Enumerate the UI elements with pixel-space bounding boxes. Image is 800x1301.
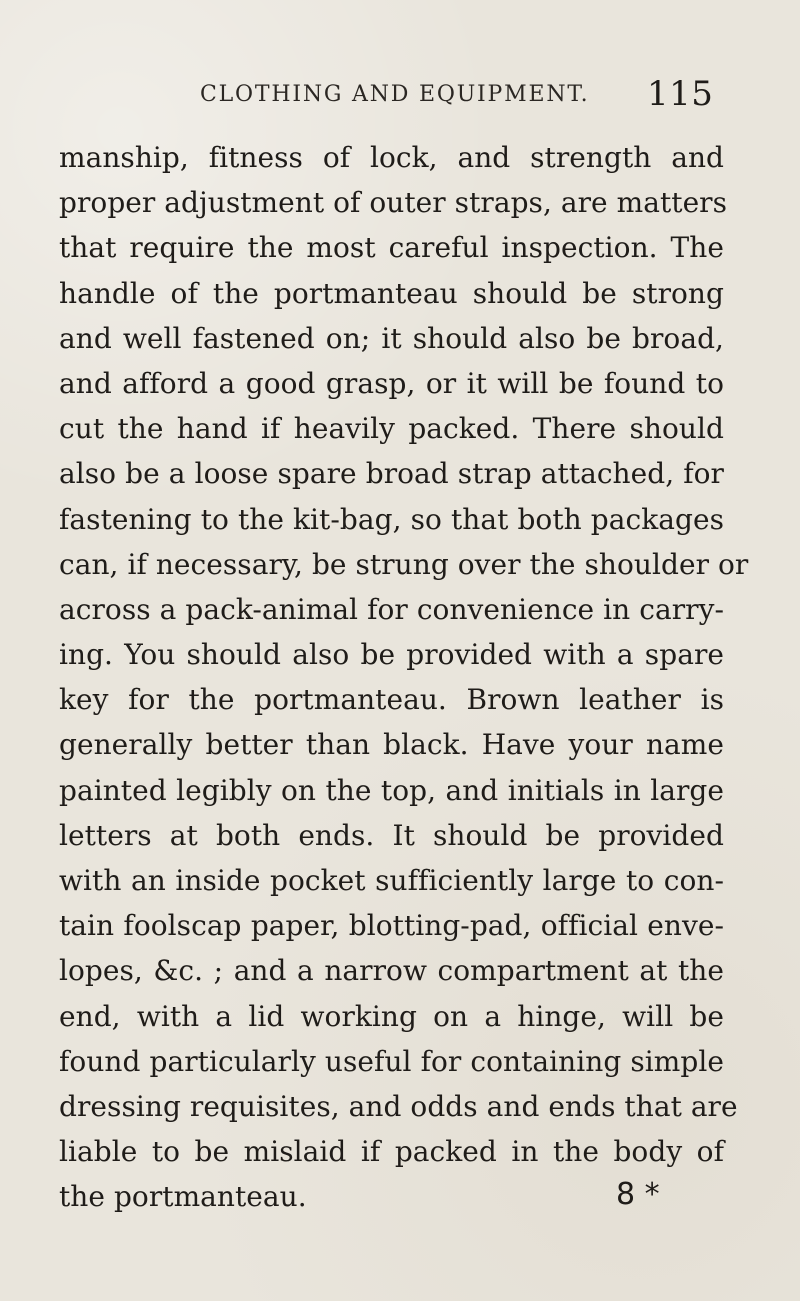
text-line: painted legibly on the top, and initials in large [59, 773, 724, 807]
text-line: and well fastened on; it should also be broad, [59, 321, 724, 355]
text-line: manship, fitness of lock, and strength and [59, 141, 724, 174]
text-line: across a pack-animal for convenience in carry- [59, 592, 724, 626]
text-line: generally better than black. Have your name [59, 728, 724, 762]
text-line: with an inside pocket sufficiently large to con- [59, 864, 724, 897]
text-line: that require the most careful inspection. The [59, 231, 724, 265]
page-number: 115 [647, 74, 714, 114]
text-line: key for the portmanteau. Brown leather is [59, 683, 724, 717]
text-line: liable to be mislaid if packed in the body of [59, 1135, 724, 1169]
page-header [0, 74, 800, 114]
text-line: handle of the portmanteau should be strong [59, 276, 724, 310]
text-line: letters at both ends. It should be provided [59, 818, 724, 852]
text-line: fastening to the kit-bag, so that both packages [59, 502, 724, 536]
text-line: end, with a lid working on a hinge, will be [59, 999, 724, 1033]
text-line: can, if necessary, be strung over the shoulder or [59, 547, 749, 581]
text-line: the portmanteau. [59, 1180, 307, 1214]
printer-signature: 8 * [616, 1177, 660, 1212]
main-text [59, 135, 749, 1220]
text-line: proper adjustment of outer straps, are matters [59, 186, 728, 220]
text-line: lopes, &c. ; and a narrow compartment at the [59, 954, 724, 988]
text-line: dressing requisites, and odds and ends that are [59, 1089, 738, 1123]
text-line: also be a loose spare broad strap attached, for [59, 457, 724, 491]
running-head: CLOTHING AND EQUIPMENT. [200, 82, 590, 107]
text-line: cut the hand if heavily packed. There should [59, 412, 724, 446]
text-line: found particularly useful for containing simple [59, 1044, 724, 1078]
text-line: tain foolscap paper, blotting-pad, official enve- [59, 909, 724, 943]
text-line: ing. You should also be provided with a spare [59, 638, 724, 672]
text-line: and afford a good grasp, or it will be found to [59, 366, 724, 400]
